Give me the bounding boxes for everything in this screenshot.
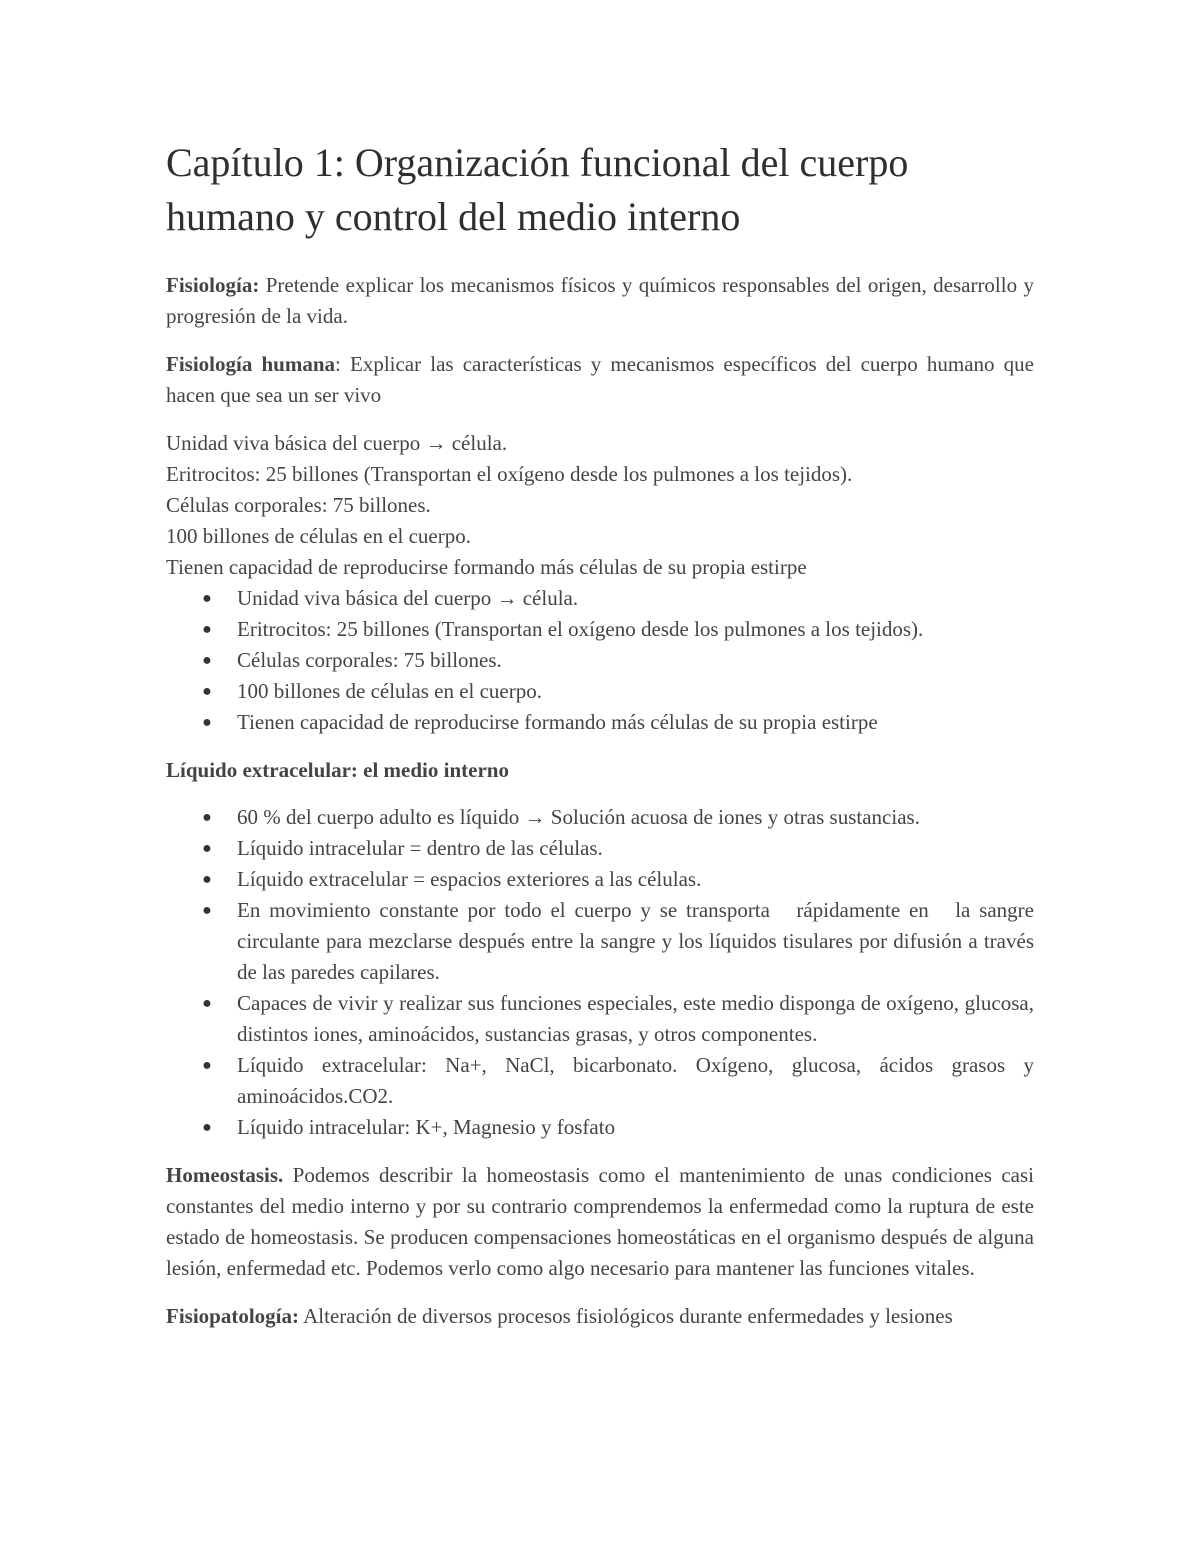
list-item-text: Células corporales: 75 billones.	[237, 648, 502, 672]
fisiologia-paragraph	[166, 270, 1034, 332]
cell-facts-lines	[166, 428, 1034, 583]
list-item	[202, 645, 1034, 676]
list-item	[202, 1112, 1034, 1143]
bullet-icon: ●	[202, 652, 212, 669]
homeostasis-paragraph	[166, 1160, 1034, 1284]
list-item-text: Unidad viva básica del cuerpo → célula.	[237, 586, 579, 610]
bullet-icon: ●	[202, 1057, 212, 1074]
bullet-icon: ●	[202, 995, 212, 1012]
list-item-text: 100 billones de células en el cuerpo.	[237, 679, 542, 703]
list-item	[202, 1050, 1034, 1112]
cell-fact-line: Eritrocitos: 25 billones (Transportan el oxígeno desde los pulmones a los tejidos).	[166, 462, 853, 486]
bullet-icon: ●	[202, 590, 212, 607]
list-item	[202, 614, 1034, 645]
list-item-text: 60 % del cuerpo adulto es líquido → Solución acuosa de iones y otras sustancias.	[237, 805, 920, 829]
bullet-icon: ●	[202, 902, 212, 919]
list-item-text: Líquido intracelular = dentro de las células.	[237, 836, 603, 860]
liquido-heading-text: Líquido extracelular: el medio interno	[166, 758, 509, 782]
cell-facts-list	[166, 583, 1034, 738]
list-item-text: Líquido extracelular = espacios exteriores a las células.	[237, 867, 702, 891]
liquido-list	[166, 802, 1040, 1143]
bullet-icon: ●	[202, 1119, 212, 1136]
bullet-icon: ●	[202, 840, 212, 857]
cell-fact-line: Células corporales: 75 billones.	[166, 493, 431, 517]
homeostasis-term: Homeostasis.	[166, 1163, 284, 1187]
list-item-text: Líquido extracelular: Na+, NaCl, bicarbonato. Oxígeno, glucosa, ácidos grasos y aminoácidos.CO2.	[237, 1053, 1034, 1108]
cell-fact-line: 100 billones de células en el cuerpo.	[166, 524, 471, 548]
list-item-text: Líquido intracelular: K+, Magnesio y fosfato	[237, 1115, 616, 1139]
list-item-text: En movimiento constante por todo el cuerpo y se transporta rápidamente en la sangre circulante para mezclarse después entre la sangre y los líquidos tisulares por difusión a través de las paredes capilares.	[237, 898, 1040, 984]
fisiologia-humana-term: Fisiología humana	[166, 352, 336, 376]
list-item	[202, 988, 1034, 1050]
liquido-extracelular-heading	[166, 755, 1034, 786]
list-item-text: Tienen capacidad de reproducirse formando más células de su propia estirpe	[237, 710, 878, 734]
fisiopatologia-term: Fisiopatología:	[166, 1304, 300, 1328]
list-item	[202, 583, 1034, 614]
fisiopatologia-text: Alteración de diversos procesos fisiológicos durante enfermedades y lesiones	[299, 1304, 953, 1328]
cell-fact-line: Unidad viva básica del cuerpo → célula.	[166, 431, 508, 455]
list-item	[202, 895, 1040, 988]
cell-fact-line: Tienen capacidad de reproducirse formando más células de su propia estirpe	[166, 555, 807, 579]
list-item-text: Eritrocitos: 25 billones (Transportan el oxígeno desde los pulmones a los tejidos).	[237, 617, 924, 641]
fisiologia-humana-text: : Explicar las características y mecanismos específicos del cuerpo humano que hacen que sea un ser vivo	[166, 352, 1034, 407]
list-item-text: Capaces de vivir y realizar sus funciones especiales, este medio disponga de oxígeno, glucosa, distintos iones, aminoácidos, sustancias grasas, y otros componentes.	[237, 991, 1034, 1046]
bullet-icon: ●	[202, 621, 212, 638]
fisiologia-humana-paragraph	[166, 349, 1034, 411]
chapter-title: Capítulo 1: Organización funcional del cuerpo humano y control del medio interno	[166, 140, 909, 239]
homeostasis-text: Podemos describir la homeostasis como el mantenimiento de unas condiciones casi constantes del medio interno y por su contrario comprendemos la enfermedad como la ruptura de este estado de homeostasis. Se producen compensaciones homeostáticas en el organismo después de alguna lesión, enfermedad etc. Podemos verlo como algo necesario para mantener las funciones vitales.	[166, 1163, 1034, 1280]
bullet-icon: ●	[202, 809, 212, 826]
bullet-icon: ●	[202, 683, 212, 700]
list-item	[202, 707, 1034, 738]
fisiopatologia-paragraph	[166, 1301, 1034, 1332]
bullet-icon: ●	[202, 871, 212, 888]
fisiologia-term: Fisiología:	[166, 273, 260, 297]
list-item	[202, 833, 1034, 864]
fisiologia-text: Pretende explicar los mecanismos físicos y químicos responsables del origen, desarrollo y progresión de la vida.	[166, 273, 1034, 328]
list-item	[202, 802, 1034, 833]
list-item	[202, 864, 1034, 895]
list-item	[202, 676, 1034, 707]
bullet-icon: ●	[202, 714, 212, 731]
